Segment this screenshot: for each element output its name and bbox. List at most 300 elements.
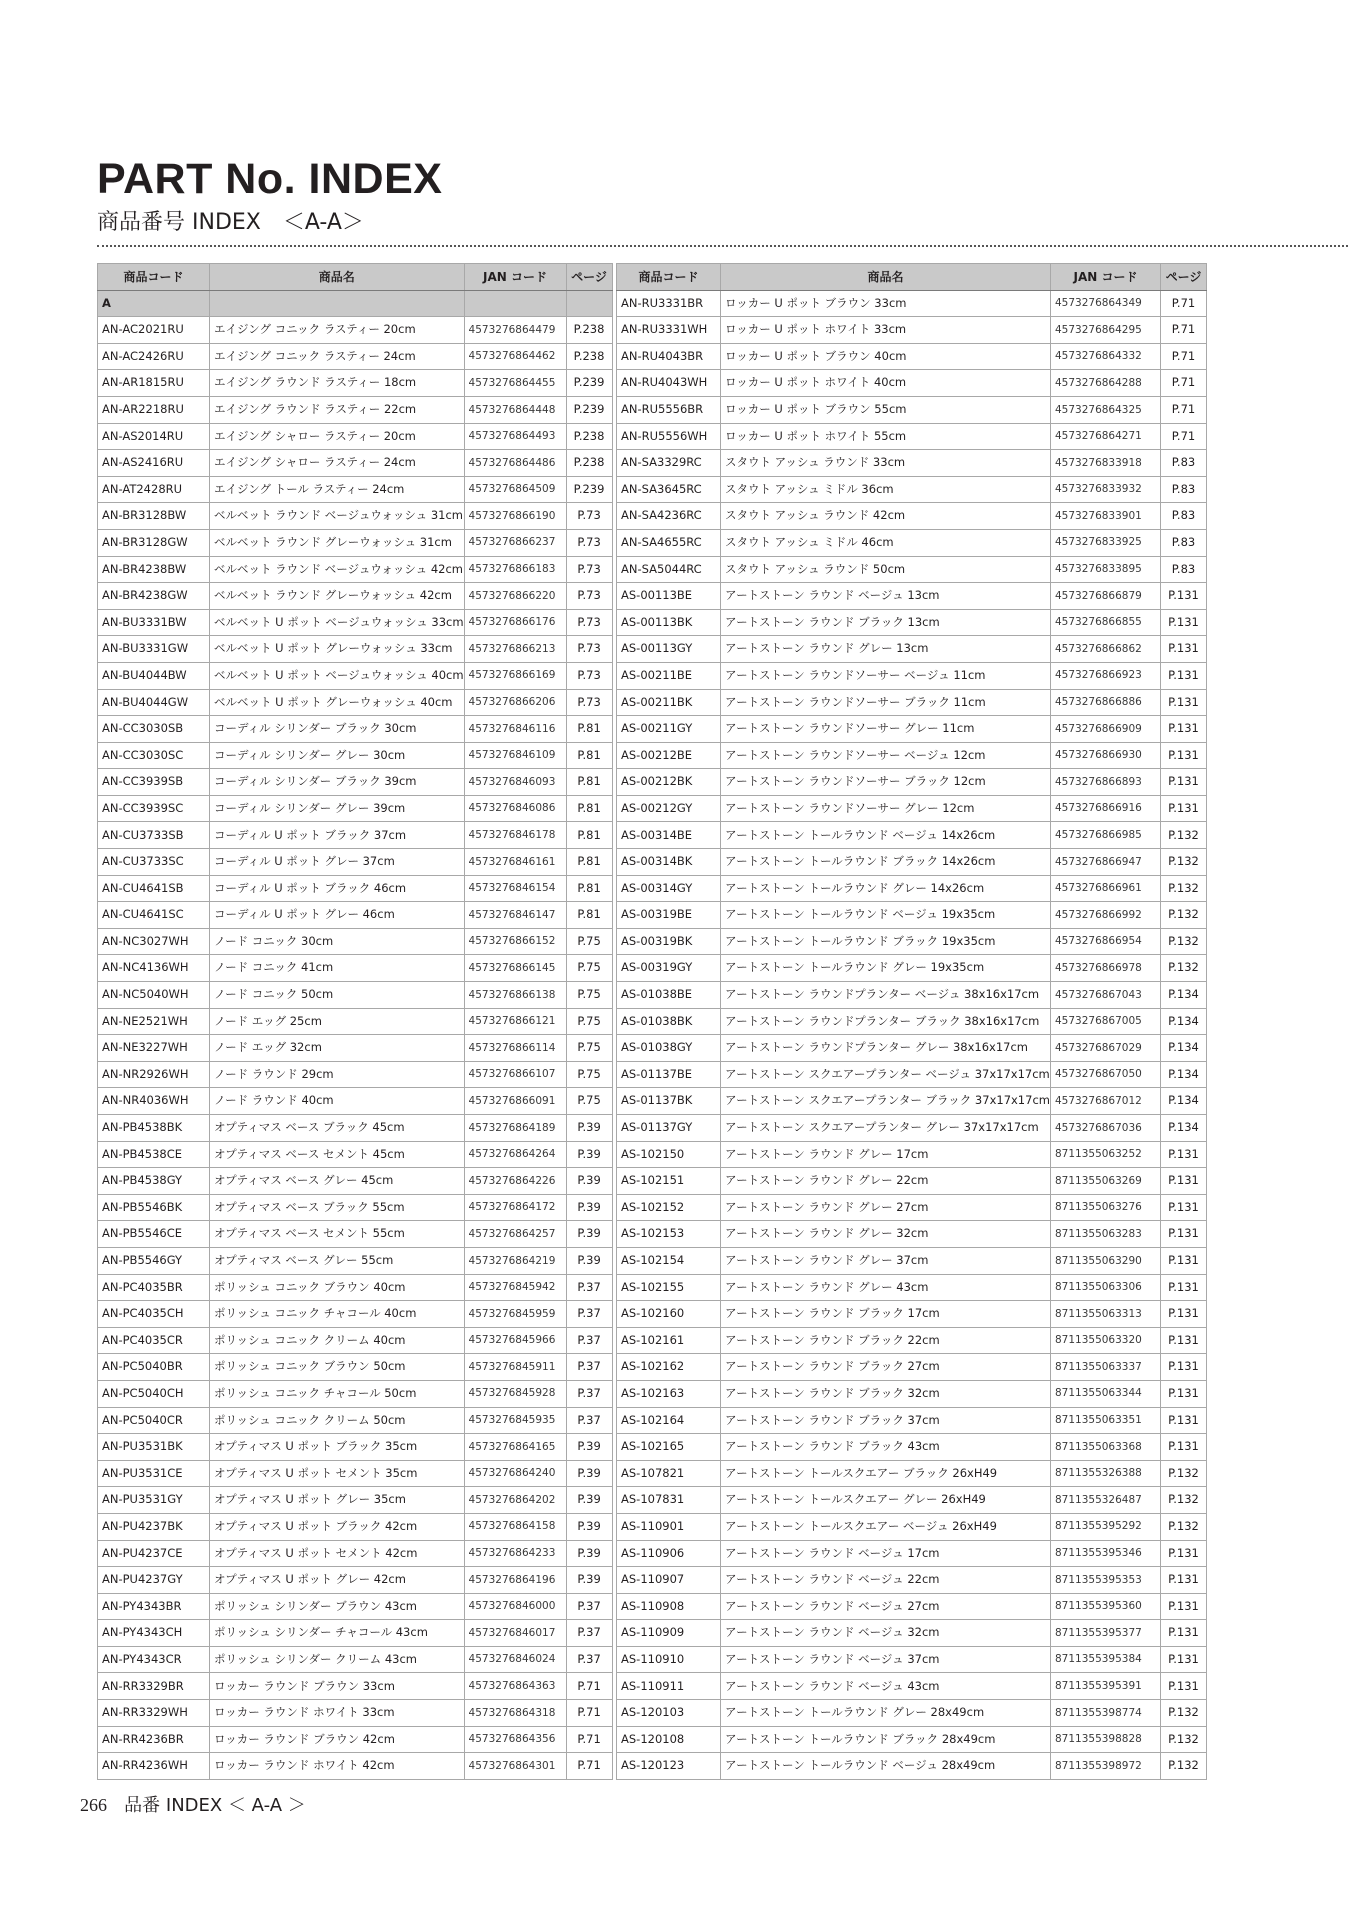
page-ref: P.71 xyxy=(566,1726,612,1753)
product-code: AN-NR4036WH xyxy=(98,1088,210,1115)
jan-code: 4573276845911 xyxy=(464,1354,566,1381)
header-jan: JAN コード xyxy=(464,264,566,291)
product-code: AN-CC3030SC xyxy=(98,742,210,769)
table-row xyxy=(617,1434,1207,1461)
product-name: アートストーン ラウンド ベージュ 13cm xyxy=(721,583,1051,610)
page-ref: P.83 xyxy=(1160,503,1206,530)
jan-code: 4573276867036 xyxy=(1050,1115,1160,1142)
page-ref: P.131 xyxy=(1160,1141,1206,1168)
product-code: AS-102161 xyxy=(617,1327,721,1354)
product-name: ポリッシュ コニック ブラウン 40cm xyxy=(210,1274,465,1301)
jan-code: 8711355395346 xyxy=(1050,1540,1160,1567)
jan-code: 4573276866176 xyxy=(464,609,566,636)
product-code: AN-RR4236WH xyxy=(98,1753,210,1780)
table-row xyxy=(98,982,613,1009)
product-code: AS-120103 xyxy=(617,1700,721,1727)
page-ref: P.39 xyxy=(566,1247,612,1274)
jan-code: 4573276864233 xyxy=(464,1540,566,1567)
product-code: AN-BR4238GW xyxy=(98,583,210,610)
product-name: ベルベット ラウンド ベージュウォッシュ 42cm xyxy=(210,556,465,583)
product-code: AN-PU3531GY xyxy=(98,1487,210,1514)
jan-code: 4573276866152 xyxy=(464,928,566,955)
product-code: AN-CC3030SB xyxy=(98,716,210,743)
jan-code: 4573276846000 xyxy=(464,1593,566,1620)
table-row xyxy=(98,955,613,982)
jan-code: 4573276864356 xyxy=(464,1726,566,1753)
table-row xyxy=(98,662,613,689)
page-ref: P.37 xyxy=(566,1327,612,1354)
table-row xyxy=(617,636,1207,663)
product-code: AS-102162 xyxy=(617,1354,721,1381)
product-name: ポリッシュ コニック チャコール 40cm xyxy=(210,1301,465,1328)
product-name: ポリッシュ シリンダー クリーム 43cm xyxy=(210,1646,465,1673)
jan-code: 4573276866091 xyxy=(464,1088,566,1115)
page-ref: P.37 xyxy=(566,1274,612,1301)
product-code: AS-102151 xyxy=(617,1168,721,1195)
jan-code: 4573276846147 xyxy=(464,902,566,929)
product-code: AS-102150 xyxy=(617,1141,721,1168)
table-row xyxy=(98,849,613,876)
table-row xyxy=(617,1593,1207,1620)
product-code: AN-SA4236RC xyxy=(617,503,721,530)
page-ref: P.238 xyxy=(566,423,612,450)
product-name: ノード ラウンド 29cm xyxy=(210,1061,465,1088)
product-name: アートストーン ラウンドソーサー ベージュ 12cm xyxy=(721,742,1051,769)
table-row xyxy=(98,1327,613,1354)
page-ref: P.71 xyxy=(1160,423,1206,450)
jan-code: 8711355063337 xyxy=(1050,1354,1160,1381)
product-name: アートストーン ラウンド ブラック 43cm xyxy=(721,1434,1051,1461)
product-name: ポリッシュ コニック クリーム 40cm xyxy=(210,1327,465,1354)
product-code: AS-102164 xyxy=(617,1407,721,1434)
product-name: ロッカー U ポット ホワイト 55cm xyxy=(721,423,1051,450)
product-name: ノード コニック 41cm xyxy=(210,955,465,982)
table-row xyxy=(98,1726,613,1753)
table-row xyxy=(617,503,1207,530)
jan-code: 4573276864240 xyxy=(464,1460,566,1487)
product-code: AS-110909 xyxy=(617,1620,721,1647)
table-row xyxy=(98,503,613,530)
product-code: AN-BR3128BW xyxy=(98,503,210,530)
jan-code: 8711355395391 xyxy=(1050,1673,1160,1700)
jan-code: 4573276867005 xyxy=(1050,1008,1160,1035)
jan-code: 4573276833925 xyxy=(1050,529,1160,556)
product-name: ロッカー U ポット ブラウン 33cm xyxy=(721,290,1051,317)
table-row xyxy=(98,1567,613,1594)
table-row xyxy=(617,1194,1207,1221)
product-code: AN-CC3939SB xyxy=(98,769,210,796)
product-name: ロッカー ラウンド ブラウン 42cm xyxy=(210,1726,465,1753)
table-row xyxy=(98,1460,613,1487)
page-ref: P.132 xyxy=(1160,1726,1206,1753)
jan-code: 4573276866879 xyxy=(1050,583,1160,610)
product-code: AS-00212GY xyxy=(617,795,721,822)
page-ref: P.131 xyxy=(1160,742,1206,769)
page-ref: P.37 xyxy=(566,1301,612,1328)
product-name: ポリッシュ シリンダー ブラウン 43cm xyxy=(210,1593,465,1620)
table-row xyxy=(617,1035,1207,1062)
jan-code: 4573276846178 xyxy=(464,822,566,849)
product-code: AS-120108 xyxy=(617,1726,721,1753)
jan-code: 4573276866220 xyxy=(464,583,566,610)
product-name: アートストーン スクエアープランター ブラック 37x17x17cm xyxy=(721,1088,1051,1115)
page-ref: P.71 xyxy=(566,1753,612,1780)
table-row xyxy=(98,609,613,636)
jan-code: 4573276867050 xyxy=(1050,1061,1160,1088)
jan-code: 4573276866213 xyxy=(464,636,566,663)
page-ref: P.73 xyxy=(566,583,612,610)
product-code: AS-102165 xyxy=(617,1434,721,1461)
product-code: AN-BU4044BW xyxy=(98,662,210,689)
product-name: アートストーン スクエアープランター ベージュ 37x17x17cm xyxy=(721,1061,1051,1088)
table-row xyxy=(98,795,613,822)
product-name: ベルベット ラウンド グレーウォッシュ 31cm xyxy=(210,529,465,556)
page-ref: P.71 xyxy=(1160,396,1206,423)
page-ref: P.37 xyxy=(566,1620,612,1647)
product-code: AN-PC4035CH xyxy=(98,1301,210,1328)
jan-code: 8711355063368 xyxy=(1050,1434,1160,1461)
jan-code: 4573276846109 xyxy=(464,742,566,769)
product-name: コーディル U ポット グレー 46cm xyxy=(210,902,465,929)
jan-code: 4573276846093 xyxy=(464,769,566,796)
page-ref: P.134 xyxy=(1160,1088,1206,1115)
product-code: AN-SA5044RC xyxy=(617,556,721,583)
jan-code: 8711355395353 xyxy=(1050,1567,1160,1594)
table-row xyxy=(617,1460,1207,1487)
page-ref: P.132 xyxy=(1160,1753,1206,1780)
product-code: AN-PB4538BK xyxy=(98,1115,210,1142)
product-name: ベルベット U ポット ベージュウォッシュ 33cm xyxy=(210,609,465,636)
page-ref: P.134 xyxy=(1160,982,1206,1009)
product-name: アートストーン ラウンド ブラック 17cm xyxy=(721,1301,1051,1328)
table-row xyxy=(98,529,613,556)
page-ref: P.131 xyxy=(1160,1567,1206,1594)
product-name: コーディル シリンダー ブラック 39cm xyxy=(210,769,465,796)
product-code: AN-PY4343BR xyxy=(98,1593,210,1620)
product-code: AS-110907 xyxy=(617,1567,721,1594)
table-row xyxy=(98,370,613,397)
product-name: アートストーン トールラウンド ブラック 14x26cm xyxy=(721,849,1051,876)
table-row xyxy=(98,423,613,450)
table-row xyxy=(98,1115,613,1142)
product-name: アートストーン トールラウンド ベージュ 19x35cm xyxy=(721,902,1051,929)
jan-code: 4573276866930 xyxy=(1050,742,1160,769)
jan-code: 4573276833932 xyxy=(1050,476,1160,503)
product-name: アートストーン ラウンド ベージュ 27cm xyxy=(721,1593,1051,1620)
jan-code: 4573276866114 xyxy=(464,1035,566,1062)
table-row xyxy=(98,902,613,929)
table-row xyxy=(617,1274,1207,1301)
page-ref: P.73 xyxy=(566,689,612,716)
product-code: AS-00211GY xyxy=(617,716,721,743)
product-code: AN-PC5040CR xyxy=(98,1407,210,1434)
product-name: ポリッシュ シリンダー チャコール 43cm xyxy=(210,1620,465,1647)
page-ref: P.132 xyxy=(1160,1487,1206,1514)
page-ref: P.132 xyxy=(1160,875,1206,902)
jan-code: 4573276866107 xyxy=(464,1061,566,1088)
table-row xyxy=(98,1434,613,1461)
product-name: アートストーン トールラウンド ブラック 19x35cm xyxy=(721,928,1051,955)
table-row xyxy=(617,1700,1207,1727)
page-ref: P.131 xyxy=(1160,1380,1206,1407)
page-ref: P.75 xyxy=(566,955,612,982)
page-ref: P.73 xyxy=(566,609,612,636)
product-name: アートストーン ラウンドソーサー グレー 11cm xyxy=(721,716,1051,743)
page-ref: P.37 xyxy=(566,1646,612,1673)
jan-code: 4573276845966 xyxy=(464,1327,566,1354)
page-ref: P.71 xyxy=(566,1700,612,1727)
jan-code: 8711355398828 xyxy=(1050,1726,1160,1753)
jan-code: 4573276864271 xyxy=(1050,423,1160,450)
product-name: ポリッシュ コニック クリーム 50cm xyxy=(210,1407,465,1434)
product-name: エイジング コニック ラスティー 20cm xyxy=(210,317,465,344)
product-code: AN-AR2218RU xyxy=(98,396,210,423)
table-row xyxy=(617,1247,1207,1274)
page-ref: P.81 xyxy=(566,769,612,796)
table-row xyxy=(617,1646,1207,1673)
page-ref: P.131 xyxy=(1160,1673,1206,1700)
table-row xyxy=(98,1194,613,1221)
product-code: AN-RU4043BR xyxy=(617,343,721,370)
product-code: AN-RR3329WH xyxy=(98,1700,210,1727)
product-code: AN-PU4237CE xyxy=(98,1540,210,1567)
product-code: AN-PC5040CH xyxy=(98,1380,210,1407)
product-name: ロッカー ラウンド ホワイト 33cm xyxy=(210,1700,465,1727)
page-ref: P.238 xyxy=(566,450,612,477)
product-name: アートストーン ラウンド グレー 43cm xyxy=(721,1274,1051,1301)
product-code: AN-NE3227WH xyxy=(98,1035,210,1062)
page-ref: P.134 xyxy=(1160,1008,1206,1035)
jan-code: 4573276864479 xyxy=(464,317,566,344)
table-row xyxy=(617,423,1207,450)
table-row xyxy=(98,1247,613,1274)
table-row xyxy=(98,928,613,955)
product-name: アートストーン トールスクエアー ブラック 26xH49 xyxy=(721,1460,1051,1487)
product-name: ベルベット U ポット グレーウォッシュ 33cm xyxy=(210,636,465,663)
table-row xyxy=(98,583,613,610)
product-code: AN-RR3329BR xyxy=(98,1673,210,1700)
product-code: AS-102153 xyxy=(617,1221,721,1248)
page-ref: P.131 xyxy=(1160,1540,1206,1567)
page-ref: P.132 xyxy=(1160,902,1206,929)
table-row xyxy=(98,450,613,477)
page-ref: P.131 xyxy=(1160,795,1206,822)
table-row xyxy=(617,1513,1207,1540)
jan-code: 4573276864172 xyxy=(464,1194,566,1221)
table-row xyxy=(98,1274,613,1301)
product-name: ロッカー U ポット ホワイト 33cm xyxy=(721,317,1051,344)
product-code: AN-PC5040BR xyxy=(98,1354,210,1381)
jan-code: 8711355398774 xyxy=(1050,1700,1160,1727)
table-row xyxy=(617,1567,1207,1594)
table-row xyxy=(617,1327,1207,1354)
header-jan: JAN コード xyxy=(1050,264,1160,291)
page-ref: P.132 xyxy=(1160,1460,1206,1487)
table-row xyxy=(98,1700,613,1727)
jan-code: 4573276866909 xyxy=(1050,716,1160,743)
table-row xyxy=(617,662,1207,689)
page-ref: P.71 xyxy=(1160,290,1206,317)
product-code: AS-00212BK xyxy=(617,769,721,796)
table-row xyxy=(617,1354,1207,1381)
product-name: スタウト アッシュ ラウンド 33cm xyxy=(721,450,1051,477)
product-code: AS-102160 xyxy=(617,1301,721,1328)
product-code: AN-BR4238BW xyxy=(98,556,210,583)
jan-code: 4573276867043 xyxy=(1050,982,1160,1009)
product-name: アートストーン ラウンドソーサー ベージュ 11cm xyxy=(721,662,1051,689)
product-code: AS-102154 xyxy=(617,1247,721,1274)
product-name: アートストーン ラウンド ブラック 37cm xyxy=(721,1407,1051,1434)
table-row xyxy=(98,1221,613,1248)
product-name: アートストーン ラウンド グレー 22cm xyxy=(721,1168,1051,1195)
page-ref: P.131 xyxy=(1160,636,1206,663)
product-name: アートストーン ラウンド グレー 37cm xyxy=(721,1247,1051,1274)
table-row xyxy=(617,1088,1207,1115)
product-name: アートストーン ラウンド ブラック 27cm xyxy=(721,1354,1051,1381)
page-ref: P.131 xyxy=(1160,1593,1206,1620)
product-code: AN-RR4236BR xyxy=(98,1726,210,1753)
product-name: スタウト アッシュ ラウンド 42cm xyxy=(721,503,1051,530)
product-code: AS-107821 xyxy=(617,1460,721,1487)
jan-code: 4573276864509 xyxy=(464,476,566,503)
product-name: アートストーン ラウンド ブラック 22cm xyxy=(721,1327,1051,1354)
product-name: オプティマス ベース セメント 45cm xyxy=(210,1141,465,1168)
page-ref: P.131 xyxy=(1160,583,1206,610)
page-ref: P.131 xyxy=(1160,1168,1206,1195)
product-code: AS-120123 xyxy=(617,1753,721,1780)
table-row xyxy=(98,1141,613,1168)
page-ref: P.134 xyxy=(1160,1035,1206,1062)
page-ref: P.39 xyxy=(566,1540,612,1567)
product-code: AN-PU4237GY xyxy=(98,1567,210,1594)
jan-code: 4573276846116 xyxy=(464,716,566,743)
table-row xyxy=(98,1354,613,1381)
table-row xyxy=(98,769,613,796)
product-code: AN-AC2021RU xyxy=(98,317,210,344)
jan-code: 4573276866206 xyxy=(464,689,566,716)
table-row xyxy=(617,955,1207,982)
product-name: アートストーン ラウンドプランター グレー 38x16x17cm xyxy=(721,1035,1051,1062)
page-ref: P.71 xyxy=(566,1673,612,1700)
table-header-row xyxy=(617,264,1207,291)
page-ref: P.83 xyxy=(1160,476,1206,503)
table-row xyxy=(617,1753,1207,1780)
product-name: アートストーン ラウンド ベージュ 32cm xyxy=(721,1620,1051,1647)
product-name: オプティマス U ポット グレー 35cm xyxy=(210,1487,465,1514)
product-code: AN-PB5546BK xyxy=(98,1194,210,1221)
product-name: アートストーン ラウンド ブラック 32cm xyxy=(721,1380,1051,1407)
right-table-body xyxy=(617,290,1207,1779)
page-ref: P.132 xyxy=(1160,849,1206,876)
header-code: 商品コード xyxy=(617,264,721,291)
page-ref: P.131 xyxy=(1160,689,1206,716)
jan-code: 4573276846086 xyxy=(464,795,566,822)
jan-code: 4573276866145 xyxy=(464,955,566,982)
product-name: ノード コニック 30cm xyxy=(210,928,465,955)
product-name: エイジング ラウンド ラスティー 22cm xyxy=(210,396,465,423)
page-ref: P.37 xyxy=(566,1407,612,1434)
table-row xyxy=(617,1168,1207,1195)
page-ref: P.132 xyxy=(1160,1513,1206,1540)
jan-code: 4573276866985 xyxy=(1050,822,1160,849)
table-row xyxy=(98,1487,613,1514)
product-code: AS-00211BE xyxy=(617,662,721,689)
table-row xyxy=(617,343,1207,370)
product-code: AN-BU3331GW xyxy=(98,636,210,663)
product-code: AS-00212BE xyxy=(617,742,721,769)
product-name: コーディル シリンダー グレー 39cm xyxy=(210,795,465,822)
product-code: AS-01038BK xyxy=(617,1008,721,1035)
table-row xyxy=(617,1540,1207,1567)
jan-code: 8711355395360 xyxy=(1050,1593,1160,1620)
jan-code: 4573276864332 xyxy=(1050,343,1160,370)
product-code: AN-NR2926WH xyxy=(98,1061,210,1088)
footer-label: 品番 INDEX ＜ A-A ＞ xyxy=(124,1795,306,1816)
product-name: スタウト アッシュ ラウンド 50cm xyxy=(721,556,1051,583)
product-name: アートストーン ラウンド ベージュ 17cm xyxy=(721,1540,1051,1567)
page-ref: P.132 xyxy=(1160,1700,1206,1727)
jan-code: 4573276866893 xyxy=(1050,769,1160,796)
page-ref: P.83 xyxy=(1160,450,1206,477)
product-code: AN-AC2426RU xyxy=(98,343,210,370)
product-name: アートストーン ラウンドプランター ブラック 38x16x17cm xyxy=(721,1008,1051,1035)
page-ref: P.83 xyxy=(1160,529,1206,556)
product-name: エイジング コニック ラスティー 24cm xyxy=(210,343,465,370)
table-row xyxy=(98,317,613,344)
table-row xyxy=(617,1726,1207,1753)
product-code: AS-110910 xyxy=(617,1646,721,1673)
product-code: AN-RU3331BR xyxy=(617,290,721,317)
page-ref: P.39 xyxy=(566,1115,612,1142)
page-ref: P.39 xyxy=(566,1567,612,1594)
product-code: AS-01137BE xyxy=(617,1061,721,1088)
table-row xyxy=(98,716,613,743)
jan-code: 4573276866923 xyxy=(1050,662,1160,689)
page-ref: P.75 xyxy=(566,1088,612,1115)
table-row xyxy=(98,1008,613,1035)
table-row xyxy=(98,1088,613,1115)
table-row xyxy=(617,450,1207,477)
page-ref: P.71 xyxy=(1160,317,1206,344)
page-ref: P.73 xyxy=(566,529,612,556)
page-ref: P.39 xyxy=(566,1434,612,1461)
table-row xyxy=(617,1301,1207,1328)
table-row xyxy=(617,1673,1207,1700)
page-ref: P.131 xyxy=(1160,1434,1206,1461)
jan-code: 4573276866121 xyxy=(464,1008,566,1035)
product-name: スタウト アッシュ ミドル 46cm xyxy=(721,529,1051,556)
product-code: AN-RU4043WH xyxy=(617,370,721,397)
jan-code: 4573276864493 xyxy=(464,423,566,450)
page-ref: P.71 xyxy=(1160,370,1206,397)
product-name: コーディル シリンダー ブラック 30cm xyxy=(210,716,465,743)
product-code: AS-110908 xyxy=(617,1593,721,1620)
product-code: AN-AT2428RU xyxy=(98,476,210,503)
page-ref: P.73 xyxy=(566,556,612,583)
jan-code: 4573276866183 xyxy=(464,556,566,583)
table-row xyxy=(98,636,613,663)
page-ref: P.131 xyxy=(1160,1327,1206,1354)
jan-code: 4573276864455 xyxy=(464,370,566,397)
product-name: ロッカー ラウンド ホワイト 42cm xyxy=(210,1753,465,1780)
product-code: AN-PB5546CE xyxy=(98,1221,210,1248)
header-page: ページ xyxy=(566,264,612,291)
product-code: AS-00113GY xyxy=(617,636,721,663)
product-code: AS-107831 xyxy=(617,1487,721,1514)
page-ref: P.75 xyxy=(566,982,612,1009)
jan-code: 8711355063306 xyxy=(1050,1274,1160,1301)
product-code: AN-CU3733SB xyxy=(98,822,210,849)
